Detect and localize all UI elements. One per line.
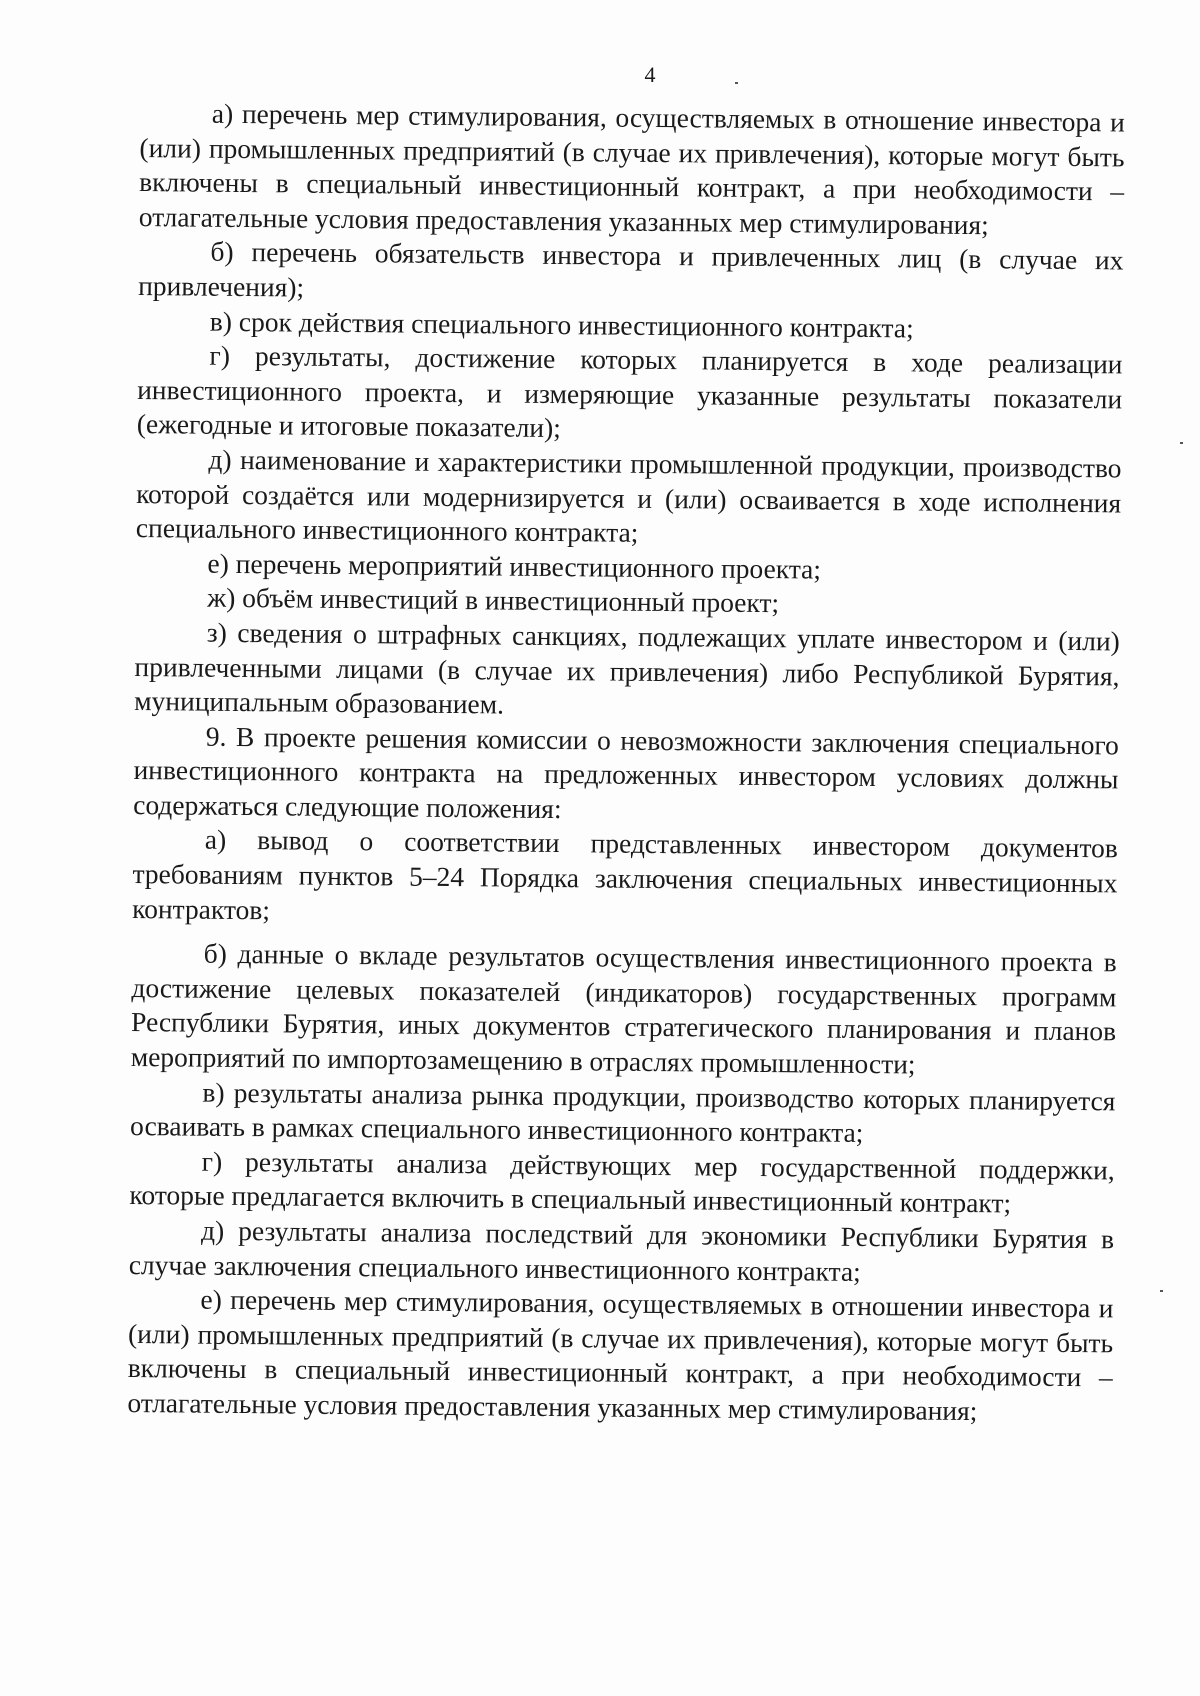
paragraph-9g: г) результаты анализа действующих мер государственной поддержки, которые предлагается включить в специальный инвестиционный контракт; [129, 1145, 1115, 1219]
paragraph-8v: в) срок действия специального инвестиционного контракта; [209, 305, 914, 343]
paragraph-8b: б) перечень обязательств инвестора и привлеченных лиц (в случае их привлечения); [138, 236, 1124, 303]
paragraph-9e: е) перечень мер стимулирования, осуществляемых в отношении инвестора и (или) промышленных предприятий (в случае их привлечения), которые могут быть включены в специальный инвестиционный контракт, а при необходимости – отлагательные условия предоставления указанных мер стимулирования; [127, 1283, 1114, 1427]
scan-speck [1180, 442, 1183, 444]
paragraph-8zh: ж) объём инвестиций в инвестиционный проект; [207, 581, 780, 619]
paragraph-8g: г) результаты, достижение которых планируется в ходе реализации инвестиционного проекта, и измеряющие указанные результаты показатели (ежегодные и итоговые показатели); [136, 339, 1123, 444]
scan-speck [1160, 1290, 1163, 1292]
scan-speck [735, 82, 738, 84]
paragraph-8z: з) сведения о штрафных санкциях, подлежащих уплате инвестором и (или) привлеченными лицами (в случае их привлечения) либо Республикой Бурятия, муниципальным образованием. [134, 616, 1120, 720]
document-body [127, 96, 1125, 1430]
paragraph-9: 9. В проекте решения комиссии о невозможности заключения специального инвестиционного контракта на предложенных инвестором условиях должны содержаться следующие положения: [133, 720, 1119, 824]
paragraph-9a: а) вывод о соответствии представленных инвестором документов требованиям пунктов 5–24 Порядка заключения специальных инвестиционных контрактов; [132, 824, 1118, 925]
paragraph-9b: б) данные о вкладе результатов осуществления инвестиционного проекта в достижение целевых показателей (индикаторов) государственных программ Республики Бурятия, иных документов стратегического планирования и планов мероприятий по импортозамещению в отраслях промышленности; [130, 937, 1117, 1080]
paragraph-9v: в) результаты анализа рынка продукции, производство которых планируется осваивать в рамках специального инвестиционного контракта; [129, 1076, 1116, 1149]
paragraph-8d: д) наименование и характеристики промышленной продукции, производство которой создаётся или модернизируется и (или) осваивается в ходе исполнения специального инвестиционного контракта; [135, 443, 1122, 548]
paragraph-8e: е) перечень мероприятий инвестиционного проекта; [207, 547, 822, 585]
paragraph-9d: д) результаты анализа последствий для экономики Республики Бурятия в случае заключения специального инвестиционного контракта; [128, 1214, 1115, 1287]
page-number: 4 [644, 62, 656, 87]
paragraph-8a: а) перечень мер стимулирования, осуществляемых в отношение инвестора и (или) промышленных предприятий (в случае их привлечения), которые могут быть включены в специальный инвестиционный контракт, а при необходимости – отлагательные условия предоставления указанных мер стимулирования; [138, 97, 1125, 240]
